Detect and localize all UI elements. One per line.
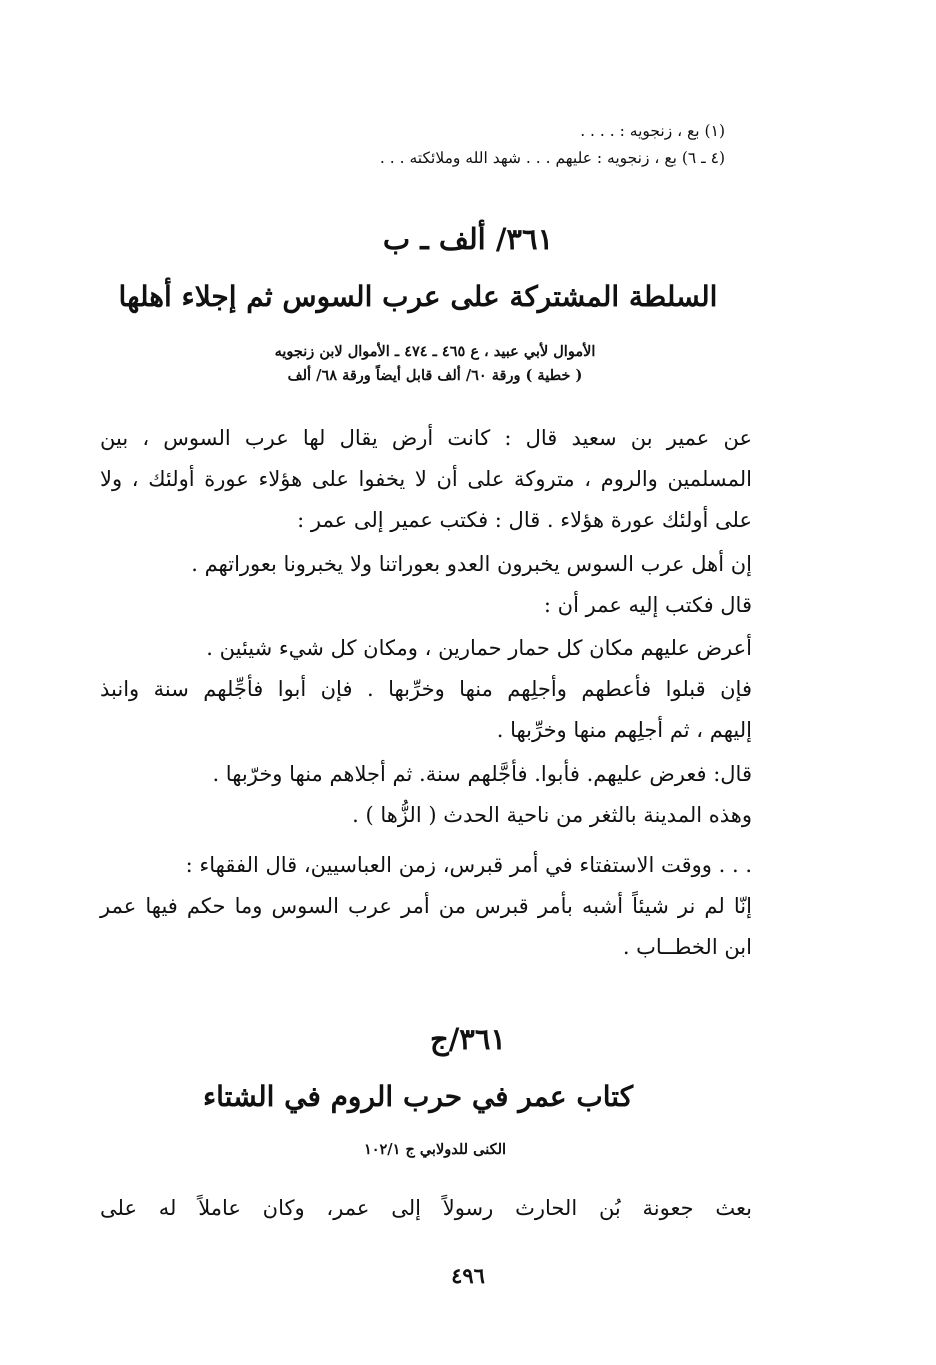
page-number: ٤٩٦ [451,1263,485,1288]
source-references [240,340,630,388]
text-line: قال: فعرض عليهم. فأبوا. فأجَّلهم سنة. ثم أجلاهم منها وخرّبها . [212,762,752,786]
text-line: المسلمين والروم ، متروكة على أن لا يخفوا على هؤلاء عورة أولئك ، ولا [100,467,752,491]
paragraph [100,418,752,541]
source-line: الأموال لأبي عبيد ، ع ٤٦٥ ـ ٤٧٤ ـ الأموال لابن زنجويه [274,343,596,360]
text-line: إن أهل عرب السوس يخبرون العدو بعوراتنا ولا يخبرونا بعوراتهم . [191,552,752,576]
paragraph [100,1188,752,1229]
section-title: كتاب عمر في حرب الروم في الشتاء [202,1080,634,1113]
text-line: إنّا لم نر شيئاً أشبه بأمر قبرس من أمر عرب السوس وما حكم فيها عمر [100,894,752,918]
text-line: على أولئك عورة هؤلاء . قال : فكتب عمير إلى عمر : [297,508,752,532]
section-number: ٣٦١/ ألف ـ ب [382,222,554,256]
paragraph [100,845,752,968]
source-line: ( خطية ) ورقة ٦٠/ ألف قابل أيضاً ورقة ٦٨/ ألف [287,367,583,384]
section-number: ٣٦١/ج [429,1022,507,1056]
footnote: (١) بع ، زنجويه : . . . . [580,122,725,140]
text-line: عن عمير بن سعيد قال : كانت أرض يقال لها عرب السوس ، بين [100,426,752,450]
text-line: أعرض عليهم مكان كل حمار حمارين ، ومكان كل شيء شيئين . [206,636,752,660]
source-references [240,1138,630,1162]
text-line: إليهم ، ثم أجلِهم منها وخرِّبها . [496,718,752,742]
text-line: . . . ووقت الاستفتاء في أمر قبرس، زمن العباسيين، قال الفقهاء : [185,853,752,877]
paragraph [100,544,752,626]
text-line: ابن الخطــاب . [622,935,752,959]
source-line: الكنى للدولابي ج ١٠٢/١ [363,1141,507,1158]
text-line: وهذه المدينة بالثغر من ناحية الحدث ( الزُّها ) . [352,803,752,827]
paragraph [100,628,752,751]
footnotes [300,118,725,172]
footnote: (٤ ـ ٦) بع ، زنجويه : عليهم . . . شهد الله وملائكته . . . [379,149,725,167]
paragraph [100,754,752,836]
text-line: فإن قبلوا فأعطهم وأجلِهم منها وخرِّبها . فإن أبوا فأجِّلهم سنة وانبذ [100,677,752,701]
text-line: قال فكتب إليه عمر أن : [543,593,752,617]
section-title: السلطة المشتركة على عرب السوس ثم إجلاء أهلها [118,280,718,313]
text-line: بعث جعونة بُن الحارث رسولاً إلى عمر، وكان عاملاً له على [100,1196,752,1220]
